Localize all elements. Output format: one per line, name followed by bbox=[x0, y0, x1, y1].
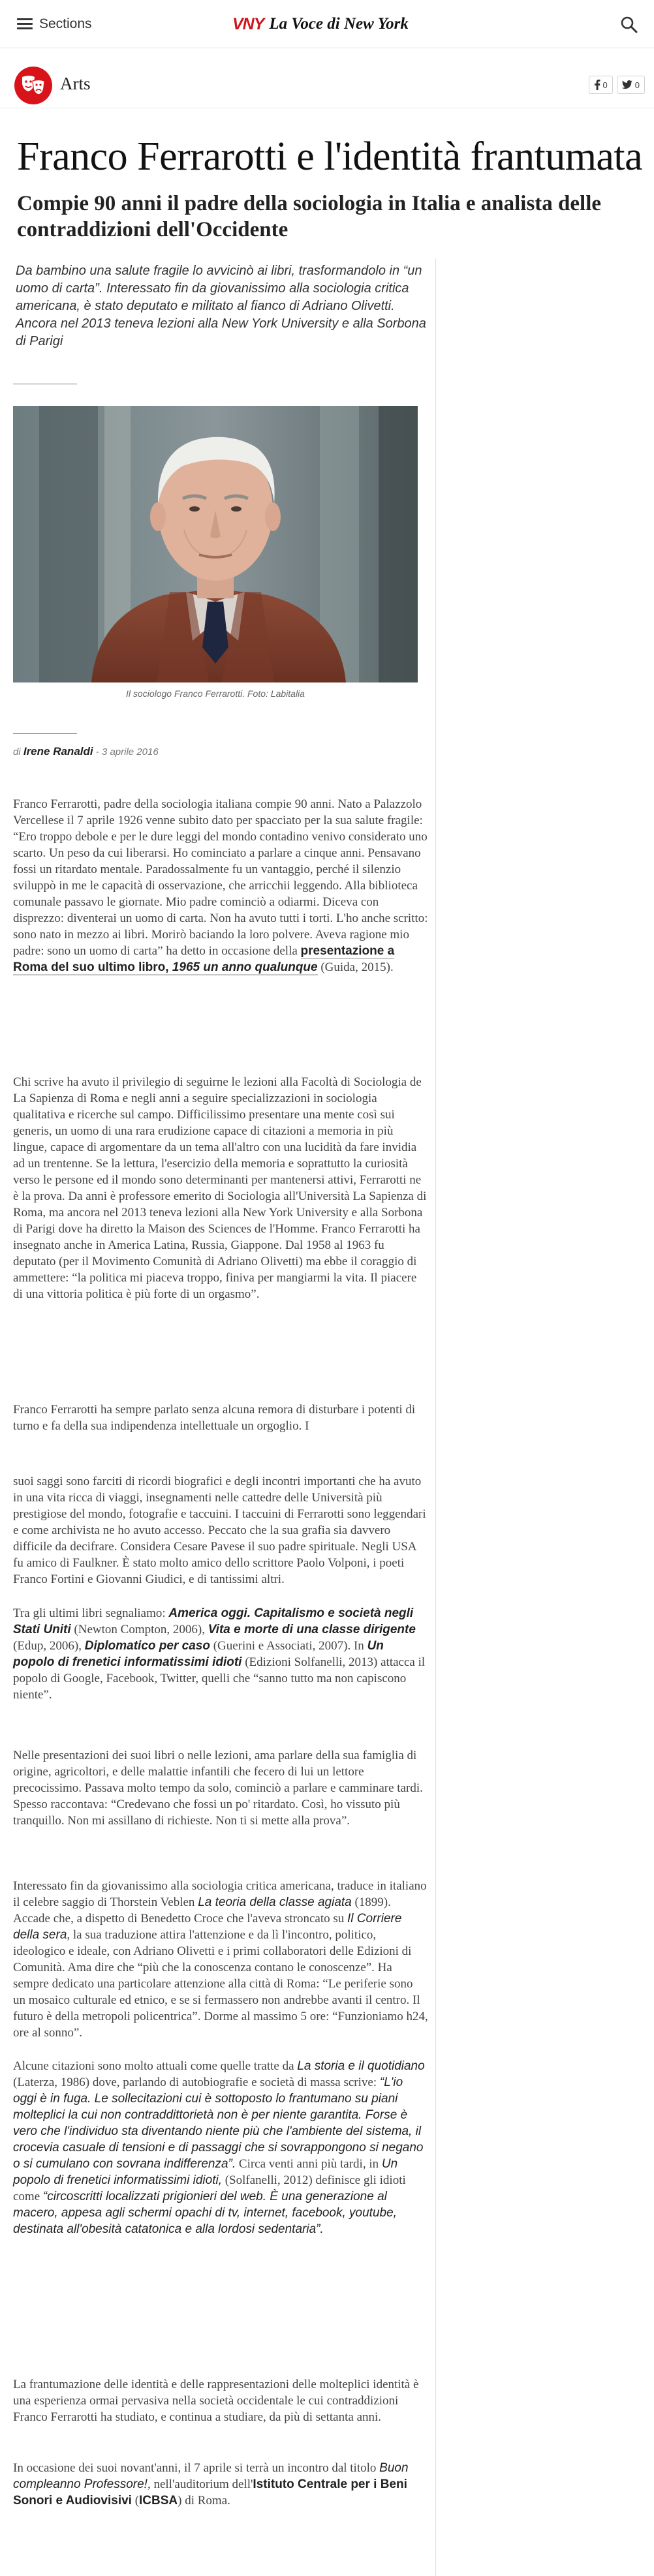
paragraph-9-d: ) di Roma. bbox=[178, 2494, 230, 2507]
book-popolo-idioti: Un popolo di frenetici informatissimi idioti bbox=[13, 1639, 384, 1669]
paragraph-4b bbox=[13, 1605, 428, 1703]
book-2-publisher: (Edup, 2006), bbox=[13, 1639, 85, 1653]
book-popolo-idioti-2: Un popolo di frenetici informatissimi idioti, bbox=[13, 2157, 398, 2187]
book-title-link[interactable]: 1965 un anno qualunque bbox=[168, 960, 318, 974]
book-vita-e-morte: Vita e morte di una classe dirigente bbox=[208, 1623, 416, 1636]
paragraph-7-b: (Laterza, 1986) dove, parlando di autobiografie e società di massa scrive: bbox=[13, 2076, 380, 2089]
article-title: Franco Ferrarotti e l'identità frantumata bbox=[17, 134, 643, 179]
search-icon[interactable] bbox=[620, 16, 638, 34]
paragraph-6-a: Interessato fin da giovanissimo alla sociologia critica americana, traduce in italiano il celebre saggio di Thorstein Veblen bbox=[13, 1879, 427, 1909]
book-presentation-link[interactable]: presentazione a Roma del suo ultimo libro, bbox=[13, 944, 395, 974]
book-storia-quotidiano: La storia e il quotidiano bbox=[297, 2059, 425, 2073]
byline bbox=[13, 745, 159, 758]
books-intro: Tra gli ultimi libri segnaliamo: bbox=[13, 1606, 169, 1620]
article-photo bbox=[13, 406, 418, 682]
paragraph-7-c: Circa venti anni più tardi, in bbox=[236, 2157, 382, 2171]
logo-text: La Voce di New York bbox=[269, 15, 409, 33]
paragraph-3: Franco Ferrarotti ha sempre parlato senza alcuna remora di disturbare i potenti di turno e fa della sua indipendenza intellettuale un orgoglio. I bbox=[13, 1403, 416, 1433]
book-1-publisher: (Newton Compton, 2006), bbox=[70, 1623, 208, 1636]
byline-prefix: di bbox=[13, 746, 23, 758]
theater-masks-icon[interactable] bbox=[14, 67, 52, 104]
paragraph-1 bbox=[13, 796, 428, 975]
book-4-publisher: (Edizioni Solfanelli, 2013) attacca il popolo di Google, Facebook, Twitter, quelli che “sanno tutto ma non capiscono niente”. bbox=[13, 1655, 426, 1702]
newspaper-corriere: Il Corriere della sera bbox=[13, 1912, 402, 1942]
facebook-icon bbox=[594, 80, 600, 90]
facebook-share-button[interactable] bbox=[589, 76, 613, 94]
author-link[interactable]: Irene Ranaldi bbox=[23, 745, 93, 758]
section-bar bbox=[0, 63, 654, 108]
paragraph-7-d: (Solfanelli, 2012) definisce gli idioti come bbox=[13, 2173, 406, 2203]
paragraph-9 bbox=[13, 2460, 428, 2509]
paragraph-2: Chi scrive ha avuto il privilegio di seguirne le lezioni alla Facoltà di Sociologia de La Sapienza di Roma e negli anni a seguire specializzazioni in sociologia qualitativa e ricerche sul campo. Difficilissimo presentare una mente così sui generis, un uomo di una rara erudizione capace di citazioni a memoria in più lingue, capace di argomentare da un tema all'altro con una lucidità da fare invidia ad un trentenne. Se la lettura, l'esercizio della memoria e soprattutto la curiosità verso le persone ed il mondo sono determinanti per mantenersi attivi, Ferrarotti ne è la prova. Da anni è professore emerito di Sociologia all'Università La Sapienza di Roma, ma ancora nel 2013 teneva lezioni alla New York University e alla Sorbona di Parigi dove ha diretto la Maison des Sciences de l'Homme. Franco Ferrarotti ha insegnato anche in America Latina, Russia, Giappone. Dal 1958 al 1963 fu deputato (per il Movimento Comunità di Adriano Olivetti) ma ebbe il coraggio di ammettere: “la politica mi piaceva troppo, finiva per mangiarmi la vita. Il piacere di una vittoria politica è più forte di un orgasmo”. bbox=[13, 1075, 427, 1301]
paragraph-1-tail: (Guida, 2015). bbox=[317, 960, 394, 974]
book-teoria-classe-agiata: La teoria della classe agiata bbox=[198, 1895, 352, 1909]
book-diplomatico: Diplomatico per caso bbox=[84, 1639, 210, 1653]
twitter-icon bbox=[622, 80, 632, 89]
paragraph-6-c: , la sua traduzione attira l'attenzione e da lì l'incontro, politico, ideologico e ideale, con Adriano Olivetti e i primi collaboratori delle Edizioni di Comunità. Ama dire che “più che la conoscenza contano le conoscenze”. Ha sempre dedicato una particolare attenzione alla città di Roma: “Le periferie sono un mosaico culturale ed etnico, e se si fermassero non andrebbe avanti il centro. Il futuro è della metropoli policentrica”. Dorme al massimo 5 ore: “Funzioniamo h24, ore al sonno”. bbox=[13, 1928, 428, 2040]
paragraph-8: La frantumazione delle identità e delle rappresentazioni delle molteplici identità è una esperienza ormai pervasiva nella società occidentale le cui contraddizioni Franco Ferrarotti ha studiato, e continua a studiare, da più di settanta anni. bbox=[13, 2378, 419, 2424]
paragraph-9-b: , nell'auditorium dell' bbox=[147, 2477, 253, 2491]
twitter-share-button[interactable] bbox=[617, 76, 645, 94]
paragraph-6-b: (1899). Accade che, a dispetto di Benedetto Croce che l'aveva stroncato su bbox=[13, 1895, 391, 1925]
site-logo[interactable] bbox=[232, 13, 409, 35]
facebook-share-count: 0 bbox=[602, 80, 608, 90]
paragraph-7-a: Alcune citazioni sono molto attuali come quelle tratte da bbox=[13, 2059, 298, 2073]
hamburger-icon bbox=[17, 18, 33, 30]
paragraph-1-text: Franco Ferrarotti, padre della sociologia italiana compie 90 anni. Nato a Palazzolo Vercellese il 7 aprile 1926 venne subito dato per spacciato per la sua salute fragile: “Ero troppo debole e per le dure leggi del mondo contadino venivo considerato uno scarto. Un peso da cui liberarsi. Ho cominciato a parlare a cinque anni. Pensavano fossi un ritardato mentale. Paradossalmente fu un vantaggio, perché il silenzio sviluppò in me le capacità di osservazione, che arricchii leggendo. Alla biblioteca comunale passavo le giornate. Mio padre cominciò a odiarmi. Diceva con disprezzo: diventerai un uomo di carta. Non ha avuto tutti i torti. L'ho anche scritto: sono nato in mezzo ai libri. Morirò baciando la loro polvere. Aveva ragione mio padre: sono un uomo di carta” ha detto in occasione della bbox=[13, 797, 428, 958]
paragraph-4: suoi saggi sono farciti di ricordi biografici e degli incontri importanti che ha avuto in una vita ricca di viaggi, insegnamenti nelle cattedre delle Università più prestigiose del mondo, fotografie e taccuini. I taccuini di Ferrarotti sono leggendari e come archivista ne ho avuto accesso. Peccato che la sua grafia sia davvero difficile da decifrare. Considera Cesare Pavese il suo padre spirituale. Negli USA fu amico di Faulkner. È stato molto amico dello scrittore Paolo Volponi, i poeti Franco Fortini e Giovanni Giudici, e di tantissimi altri. bbox=[13, 1475, 426, 1586]
article-summary: Da bambino una salute fragile lo avvicinò ai libri, trasformandolo in “un uomo di carta”. Interessato fin da giovanissimo alla sociologia critica americana, è stato deputato e militato al fianco di Adriano Olivetti. Ancora nel 2013 teneva lezioni alla New York University e alla Sorbona di Parigi bbox=[16, 264, 426, 348]
paragraph-9-a: In occasione dei suoi novant'anni, il 7 aprile si terrà un incontro dal titolo bbox=[13, 2461, 380, 2475]
top-bar bbox=[0, 0, 654, 48]
book-america-oggi: America oggi. Capitalismo e società negli Stati Uniti bbox=[13, 1606, 414, 1636]
article-subtitle: Compie 90 anni il padre della sociologia in Italia e analista delle contraddizioni dell'Occidente bbox=[17, 192, 602, 241]
logo-mark: VNY bbox=[232, 14, 264, 33]
paragraph-5: Nelle presentazioni dei suoi libri o nelle lezioni, ama parlare della sua famiglia di origine, agricoltori, e delle malattie infantili che fecero di lui un lettore precocissimo. Passava molto tempo da solo, cominciò a parlare e camminare tardi. Spesso raccontava: “Credevano che fossi un po' ritardato. Così, ho vissuto più tranquillo. Non mi assillano di richieste. Non ti si mette alla prova”. bbox=[13, 1749, 423, 1828]
paragraph-7 bbox=[13, 2058, 428, 2237]
paragraph-9-c: ( bbox=[131, 2494, 140, 2507]
sections-menu-label: Sections bbox=[39, 16, 92, 31]
quote-idioti-web: “circoscritti localizzati prigionieri del web. È una generazione al macero, appesa agli schermi opachi di tv, internet, facebook, youtube, destinata all'obesità catatonica e alla lordosi sedentaria”. bbox=[13, 2190, 397, 2236]
paragraph-6 bbox=[13, 1878, 428, 2041]
twitter-share-count: 0 bbox=[634, 80, 640, 90]
institute-name: Istituto Centrale per i Beni Sonori e Audiovisivi bbox=[13, 2477, 407, 2507]
publish-date: - 3 aprile 2016 bbox=[93, 746, 159, 758]
sections-menu-button[interactable] bbox=[17, 16, 92, 33]
photo-caption: Il sociologo Franco Ferrarotti. Foto: Labitalia bbox=[126, 688, 305, 699]
column-divider bbox=[435, 258, 436, 2576]
share-buttons bbox=[589, 76, 645, 94]
byline-divider bbox=[13, 733, 77, 734]
event-title: Buon compleanno Professore! bbox=[13, 2461, 409, 2491]
book-3-publisher: (Guerini e Associati, 2007). In bbox=[210, 1639, 367, 1653]
institute-acronym: ICBSA bbox=[139, 2494, 178, 2507]
quote-io-in-fuga: “L'io oggi è in fuga. Le sollecitazioni cui è sottoposto lo frantumano su piani molteplici la cui non contraddittorietà non è per niente garantita. Forse è vero che l'individuo sta diventando niente più che l'ambiente del sistema, il crocevia casuale di tensioni e di passaggi che si sovrappongono si negano o si cumulano con sovrana indifferenza”. bbox=[13, 2076, 424, 2171]
section-name[interactable]: Arts bbox=[60, 74, 91, 93]
